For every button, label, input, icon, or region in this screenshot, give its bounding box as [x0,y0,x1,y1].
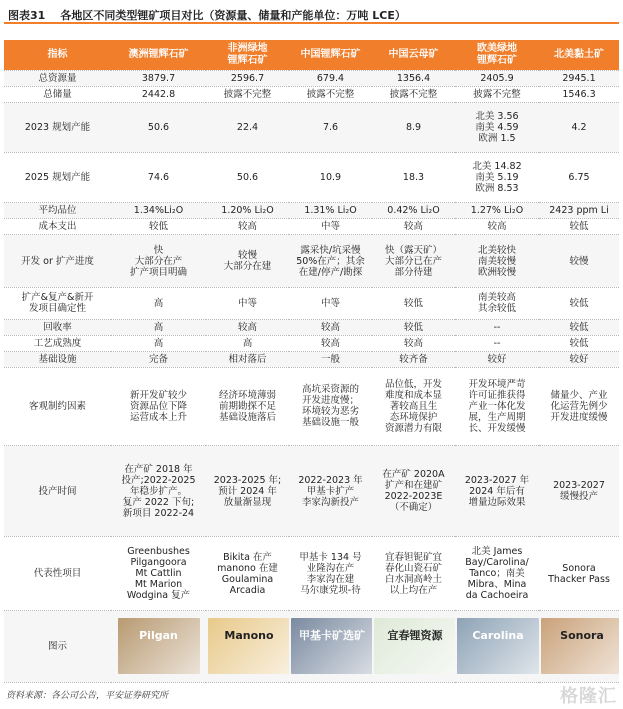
site-map-image [457,618,539,674]
header-column: 北美黏土矿 [539,40,619,70]
table-cell: 2023-2025 年; 预计 2024 年 放量渐显现 [206,445,289,537]
table-cell: 较慢 [539,235,619,288]
table-cell: 北美 3.56 南美 4.59 欧洲 1.5 [455,102,539,152]
row-label: 客观制约因素 [4,368,111,446]
image-caption: 甲基卡矿选矿 [299,629,365,643]
table-cell: 高 [111,319,206,335]
table-cell: 较好 [455,352,539,368]
terrain-image [541,618,619,674]
table-cell: 品位低，开发 难度和成本显 著较高且生 态环境保护 资源潜力有限 [372,368,455,446]
image-caption: Manono [224,629,274,643]
table-cell: 18.3 [372,152,455,202]
table-cell: 高 [111,336,206,352]
table-cell: 8.9 [372,102,455,152]
table-row [4,86,619,102]
table-row [4,152,619,202]
table-cell: -- [455,336,539,352]
image-caption: Pilgan [139,629,178,643]
table-cell: 新开发矿较少 资源品位下降 运营成本上升 [111,368,206,446]
table-cell: 1.27% Li₂O [455,203,539,219]
table-row [4,219,619,235]
row-label: 基础设施 [4,352,111,368]
row-label: 扩产&复产&新开 发项目确定性 [4,287,111,319]
table-cell: 74.6 [111,152,206,202]
table-cell: 在产矿 2018 年 投产;2022-2025 年稳步扩产。 复产 2022 下旬; 新项目 2022-24 [111,445,206,537]
row-label: 平均品位 [4,203,111,219]
table-row [4,537,619,610]
table-cell: 2405.9 [455,70,539,86]
table-cell: 4.2 [539,102,619,152]
table-cell: 较低 [539,287,619,319]
table-cell: 较高 [372,336,455,352]
comparison-table [4,40,619,683]
table-cell: 高 [111,287,206,319]
table-row [4,368,619,446]
table-cell: Bikita 在产 manono 在建 Goulamina Arcadia [206,537,289,610]
table-cell [206,610,289,682]
table-cell: Sonora Thacker Pass [539,537,619,610]
table-cell: 甲基卡 134 号 业隆沟在产 李家沟在建 马尔康党坝-待 [289,537,372,610]
header-column: 中国锂辉石矿 [289,40,372,70]
table-cell: 披露不完整 [206,86,289,102]
table-row [4,287,619,319]
source-note: 资料来源：各公司公告，平安证券研究所 [6,691,169,701]
table-cell: 露采快/坑采慢 50%在产；其余 在建/停产/勘探 [289,235,372,288]
table-cell: 较好 [539,352,619,368]
table-cell: 披露不完整 [289,86,372,102]
table-cell: 1546.3 [539,86,619,102]
table-cell: 10.9 [289,152,372,202]
row-label: 2023 规划产能 [4,102,111,152]
table-cell: 6.75 [539,152,619,202]
figure-number: 图表31 [8,9,46,22]
table-cell: 较低 [372,319,455,335]
table-cell: 较高 [206,319,289,335]
table-cell: Greenbushes Pilgangoora Mt Cattlin Mt Marion Wodgina 复产 [111,537,206,610]
table-row [4,319,619,335]
table-cell: 披露不完整 [455,86,539,102]
table-cell: 1.34%Li₂O [111,203,206,219]
table-row [4,336,619,352]
row-label: 2025 规划产能 [4,152,111,202]
table-cell: 较慢 大部分在建 [206,235,289,288]
table-cell: 2022-2023 年 甲基卡扩产 李家沟新投产 [289,445,372,537]
table-cell: 7.6 [289,102,372,152]
table-cell: 22.4 [206,102,289,152]
table-cell: 50.6 [111,102,206,152]
header-column: 欧美绿地 锂辉石矿 [455,40,539,70]
row-label: 代表性项目 [4,537,111,610]
table-cell: 完备 [111,352,206,368]
table-cell: 0.42% Li₂O [372,203,455,219]
table-cell: 较高 [289,319,372,335]
table-cell: 2023-2027 缓慢投产 [539,445,619,537]
table-cell: 开发环境严苛 许可证推获得 产业一体化发 展，生产周期 长、开发缓慢 [455,368,539,446]
table-cell [539,610,619,682]
header-column: 非洲绿地 锂辉石矿 [206,40,289,70]
table-cell: 较低 [372,287,455,319]
map-image [208,618,289,674]
table-cell: 较低 [111,219,206,235]
table-cell: 2423 ppm Li [539,203,619,219]
table-cell: 高坑采资源的 开发进度慢； 环境较为恶劣 基础设施一般 [289,368,372,446]
table-cell: 1.20% Li₂O [206,203,289,219]
table-cell: 3879.7 [111,70,206,86]
mine-aerial-image [118,618,200,674]
image-caption: 宜春锂资源 [387,629,443,643]
row-label: 成本支出 [4,219,111,235]
table-cell: 中等 [289,287,372,319]
row-label: 开发 or 扩产进度 [4,235,111,288]
table-cell: 储量少、产业 化运营先例少 开发进度缓慢 [539,368,619,446]
region-map-image [374,618,455,674]
row-label: 工艺成熟度 [4,336,111,352]
table-cell: 一般 [289,352,372,368]
table-cell: 北美 14.82 南美 5.19 欧洲 8.53 [455,152,539,202]
image-caption: Sonora [560,629,604,643]
table-row [4,610,619,682]
table-cell: 相对落后 [206,352,289,368]
table-cell [455,610,539,682]
table-cell: 披露不完整 [372,86,455,102]
table-cell: 快 大部分在产 扩产项目明确 [111,235,206,288]
table-cell: 经济环境薄弱 前期勘探不足 基础设施落后 [206,368,289,446]
table-cell: 较高 [455,219,539,235]
table-cell: 较齐备 [372,352,455,368]
table-cell: 2945.1 [539,70,619,86]
table-cell: 较低 [539,319,619,335]
row-label: 总储量 [4,86,111,102]
figure-title [4,4,619,24]
table-cell: 较高 [206,219,289,235]
table-row [4,203,619,219]
table-cell: -- [455,319,539,335]
image-caption: Carolina [472,629,524,643]
header-column: 澳洲锂辉石矿 [111,40,206,70]
table-cell: 在产矿 2020A 扩产和在建矿 2022-2023E （不确定） [372,445,455,537]
table-cell: 2596.7 [206,70,289,86]
row-label: 总资源量 [4,70,111,86]
table-cell: 1356.4 [372,70,455,86]
table-cell: 南美较高 其余较低 [455,287,539,319]
table-cell [111,610,206,682]
row-label: 回收率 [4,319,111,335]
watermark-logo: 格隆汇 [560,686,617,707]
table-cell: 679.4 [289,70,372,86]
plant-image [291,618,372,674]
table-row [4,102,619,152]
table-cell: 宜春钽铌矿宜 春化山瓷石矿 白水洞高岭土 以上均在产 [372,537,455,610]
table-cell [289,610,372,682]
table-row [4,352,619,368]
table-cell: 北美较快 南美较慢 欧洲较慢 [455,235,539,288]
table-cell: 较低 [539,336,619,352]
table-row [4,445,619,537]
table-cell: 较高 [372,219,455,235]
header-column: 中国云母矿 [372,40,455,70]
table-header [4,40,619,70]
table-cell: 2442.8 [111,86,206,102]
table-cell: 2023-2027 年 2024 年后有 增量边际效果 [455,445,539,537]
table-cell: 中等 [289,219,372,235]
row-label: 投产时间 [4,445,111,537]
table-cell: 北美 James Bay/Carolina/ Tanco；南美 Mibra、Mina da Cachoeira [455,537,539,610]
table-cell: 较高 [289,336,372,352]
table-cell: 1.31% Li₂O [289,203,372,219]
table-cell: 高 [206,336,289,352]
table-cell: 快（露天矿） 大部分已在产 部分待建 [372,235,455,288]
table-row [4,235,619,288]
table-cell: 50.6 [206,152,289,202]
table-cell: 较低 [539,219,619,235]
row-label: 图示 [4,610,111,682]
table-row [4,70,619,86]
figure-caption: 各地区不同类型锂矿项目对比（资源量、储量和产能单位：万吨 LCE） [60,9,406,22]
table-cell: 中等 [206,287,289,319]
header-indicator: 指标 [4,40,111,70]
table-cell [372,610,455,682]
